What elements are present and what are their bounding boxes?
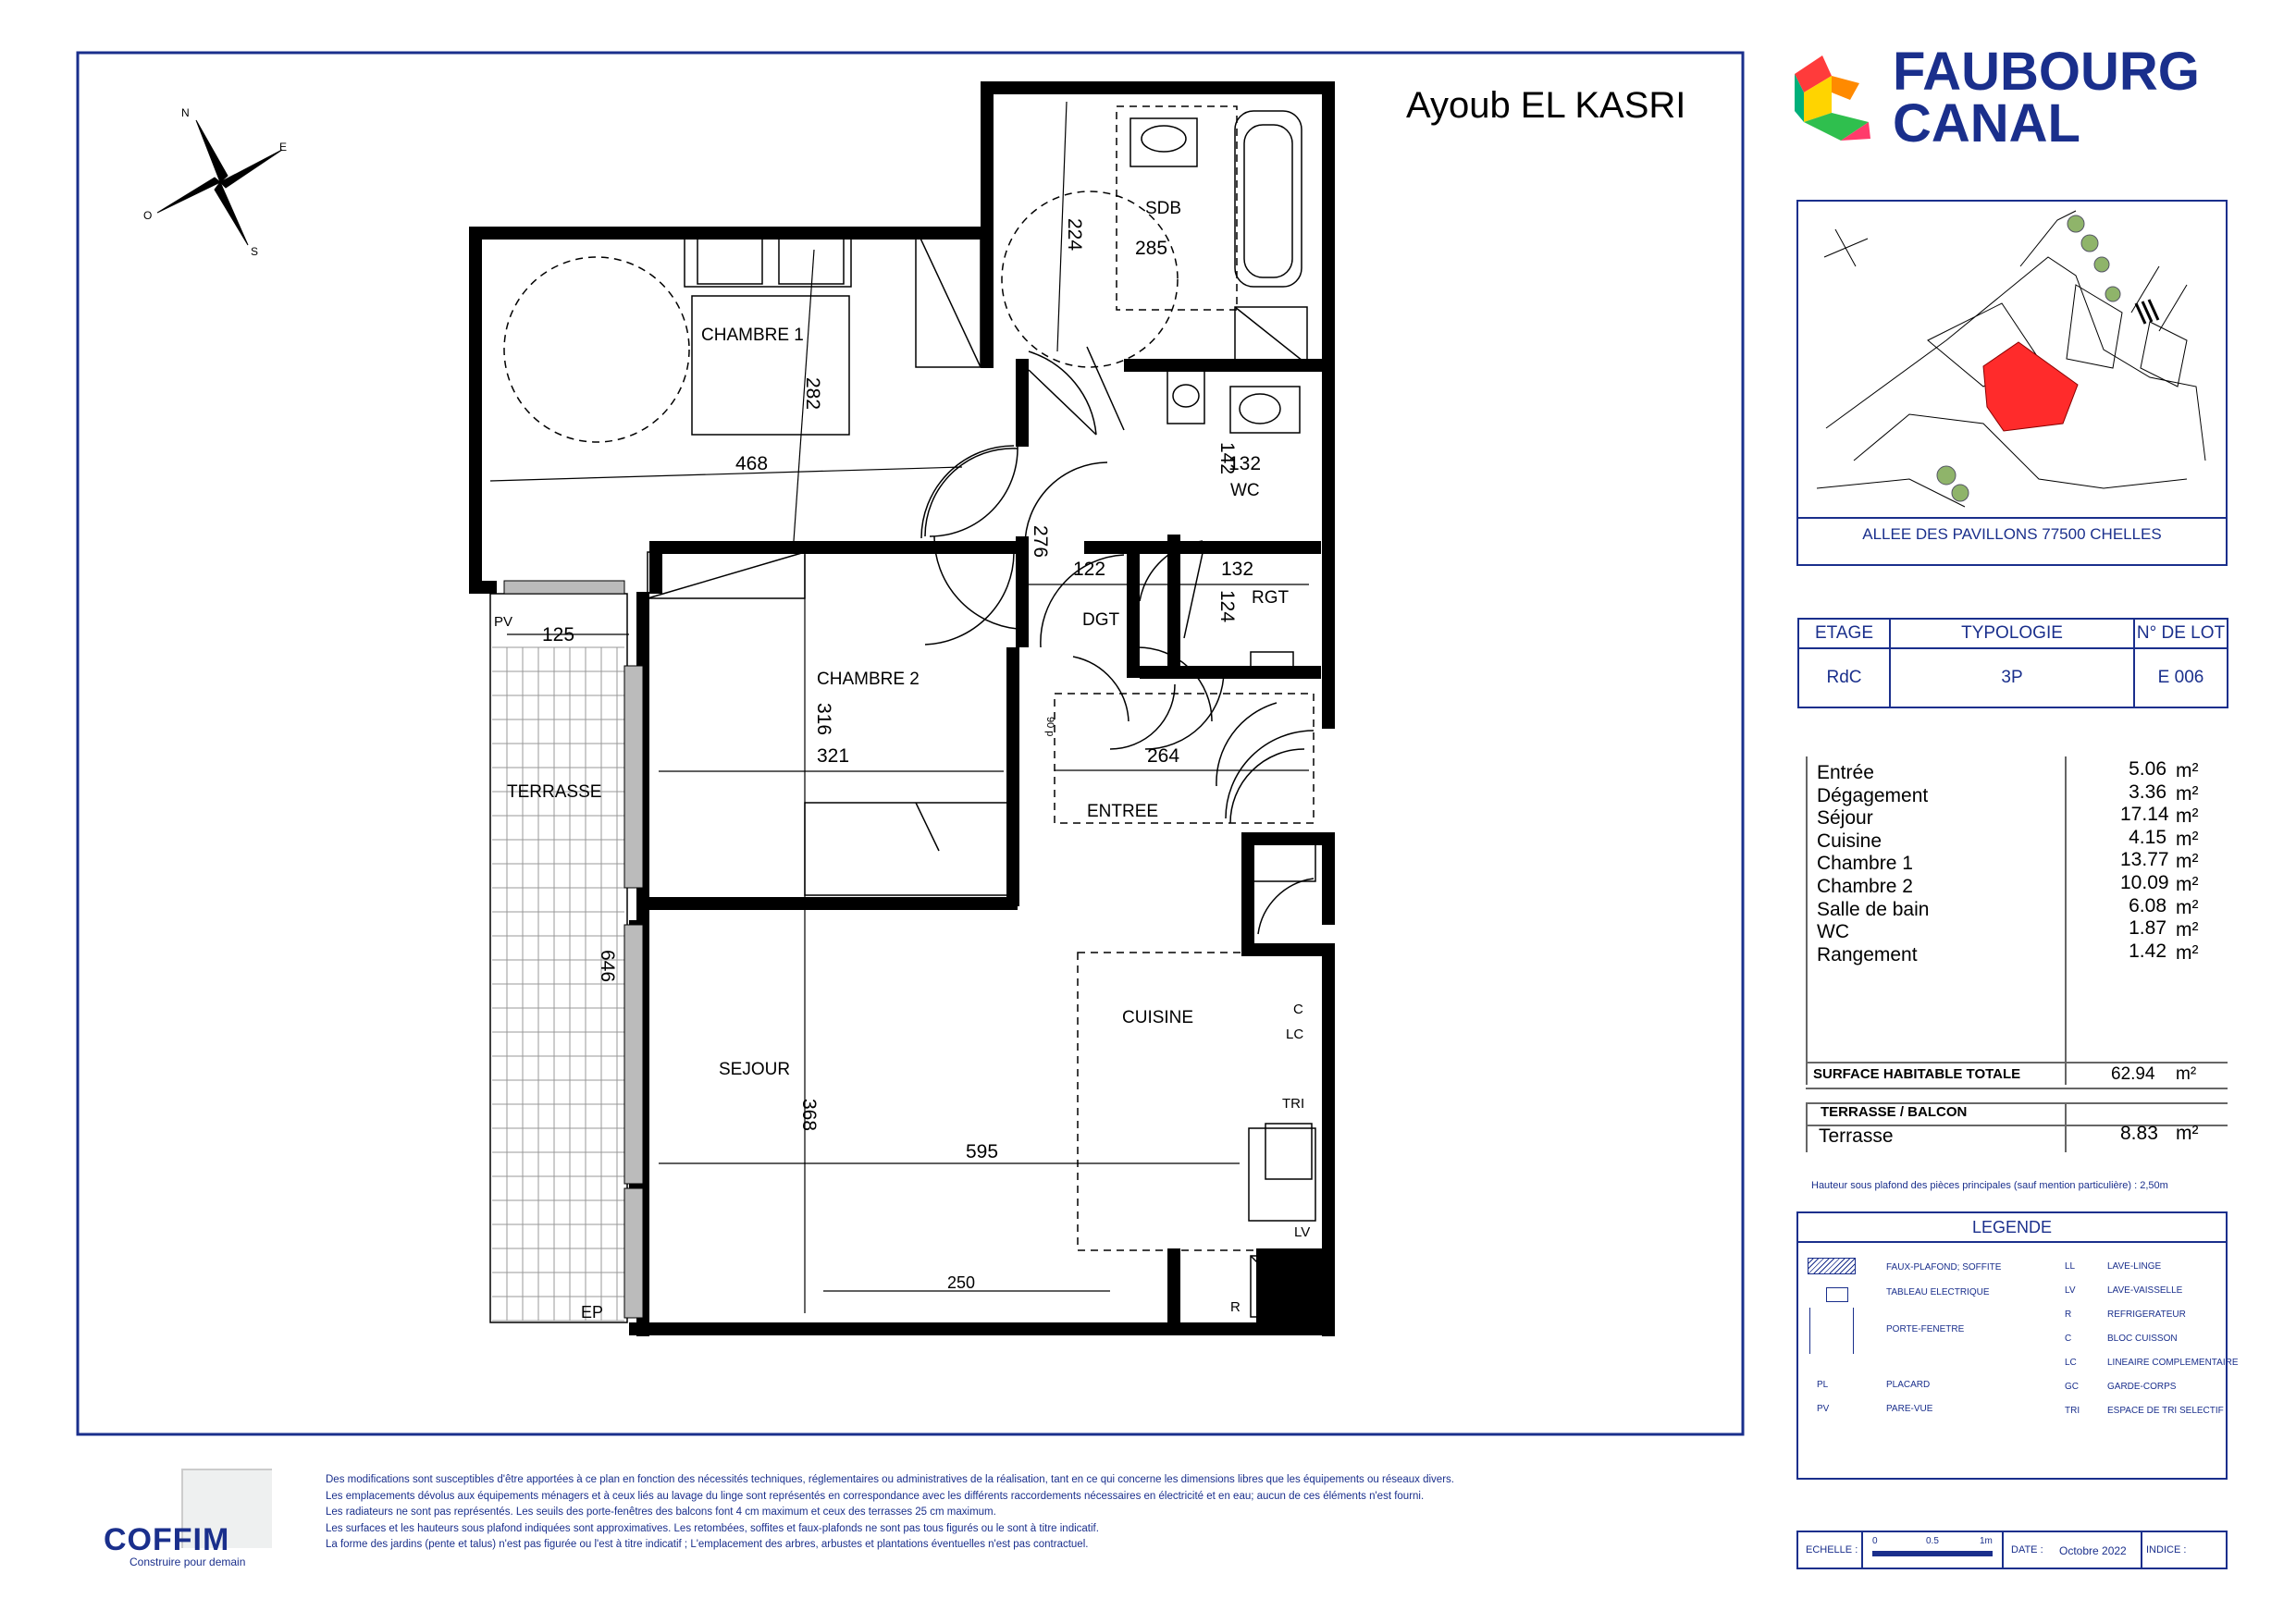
legend-box: [1796, 1211, 2239, 1480]
legend-left-2: PORTE-FENETRE: [1886, 1324, 1965, 1334]
room-label-terrasse: TERRASSE: [507, 782, 602, 802]
room-label-sdb: SDB: [1145, 199, 1182, 218]
disclaimer-line-2: Les radiateurs ne sont pas représentés. Les seuils des porte-fenêtres des balcons font 4 cm maximum et ceux des terrasses 25 cm maximum.: [326, 1506, 996, 1518]
area-row: [1806, 870, 2228, 897]
coffim-name: COFFIM: [104, 1522, 230, 1557]
area-value: 10.09: [2120, 872, 2169, 893]
legend-code: TRI: [2065, 1406, 2080, 1416]
area-unit: m²: [2176, 941, 2199, 964]
terrace-name: Terrasse: [1819, 1125, 1894, 1147]
dim-132a: 132: [1221, 559, 1254, 580]
lot-header-typologie: TYPOLOGIE: [1890, 619, 2134, 648]
room-label-dgt: DGT: [1082, 610, 1120, 630]
scale-tick-0: 0: [1872, 1536, 1878, 1546]
dim-282: 282: [802, 377, 823, 411]
room-label-sejour: SEJOUR: [719, 1060, 791, 1079]
compass-e: E: [279, 141, 288, 154]
lot-table: [1797, 618, 2228, 708]
area-name: Rangement: [1817, 943, 1918, 965]
faubourg-logo-icon: [1795, 55, 1870, 144]
coffim-tagline: Construire pour demain: [130, 1555, 246, 1568]
dim-316: 316: [813, 703, 834, 736]
plan-frame: [78, 53, 1743, 1434]
dim-595: 595: [966, 1141, 999, 1162]
dim-285: 285: [1135, 238, 1168, 259]
area-row: [1806, 825, 2228, 852]
site-plan-icon: [1798, 202, 2226, 523]
area-unit: m²: [2176, 828, 2199, 850]
code-lv: LV: [1294, 1224, 1311, 1240]
location-map: [1796, 200, 2228, 566]
terrace-value: 8.83: [2120, 1123, 2158, 1144]
dim-276: 276: [1030, 525, 1051, 559]
code-c: C: [1293, 1002, 1303, 1017]
area-name: WC: [1817, 921, 1849, 943]
areas-table: [1806, 756, 2228, 1085]
total-unit: m²: [2176, 1064, 2197, 1084]
disclaimer: [326, 1472, 1454, 1554]
area-value: 1.42: [2129, 940, 2166, 962]
code-ep: EP: [581, 1303, 604, 1322]
area-name: Entrée: [1817, 762, 1874, 783]
lot-value-etage: RdC: [1798, 648, 1890, 707]
dim-368: 368: [798, 1099, 820, 1132]
area-unit: m²: [2176, 851, 2199, 873]
scale-tick-2: 1m: [1980, 1536, 1993, 1546]
hatch-icon: [1808, 1258, 1856, 1274]
door-swings: [921, 351, 1314, 934]
area-value: 17.14: [2120, 804, 2169, 826]
scale-tick-1: 0.5: [1926, 1536, 1939, 1546]
dim-122: 122: [1073, 559, 1106, 580]
disclaimer-line-0: Des modifications sont susceptibles d'être apportées à ce plan en fonction des nécessités techniques, réglementaires ou administratives de la réalisation, tant en ce qui concerne les dimensions libres que les équipements ou réseaux divers.: [326, 1474, 1454, 1485]
legend-code: LV: [2065, 1285, 2076, 1296]
footer-box: [1796, 1531, 2228, 1569]
legend-code: R: [2065, 1309, 2072, 1320]
code-tri: TRI: [1282, 1096, 1305, 1112]
dim-132b: 132: [1228, 453, 1262, 474]
area-unit: m²: [2176, 782, 2199, 805]
brand-name: [1893, 42, 2200, 154]
owner-name: Ayoub EL KASRI: [1406, 85, 1686, 126]
area-value: 5.06: [2129, 758, 2166, 780]
area-row: [1806, 939, 2228, 965]
compass-n: N: [181, 106, 190, 119]
disclaimer-line-3: Les surfaces et les hauteurs sous plafond indiquées sont approximatives. Les retombées, soffites et faux-plafonds ne sont pas tous figurés ou le sont à titre indicatif.: [326, 1522, 1099, 1534]
dim-468: 468: [735, 453, 769, 474]
disclaimer-line-1: Les emplacements dévolus aux équipements ménagers et à ceux liés au lavage du linge sont représentés en correspondance avec les différents raccordements nécessaires en électricité et en eau; aucun de ces éléments n'est fourni.: [326, 1490, 1425, 1502]
total-row: [1806, 1062, 2228, 1089]
legend-code-pl: PL: [1817, 1380, 1829, 1390]
legend-code: GC: [2065, 1382, 2079, 1392]
legend-label: BLOC CUISSON: [2107, 1334, 2178, 1344]
lot-header-numero: N° DE LOT: [2134, 619, 2228, 648]
legend-code: LL: [2065, 1261, 2076, 1272]
dim-90p: 90 p: [1044, 717, 1055, 737]
scale-label: ECHELLE :: [1806, 1544, 1858, 1555]
walls: [469, 81, 1335, 1336]
area-row: [1806, 756, 2228, 783]
area-value: 1.87: [2129, 917, 2166, 940]
area-row: [1806, 916, 2228, 943]
area-name: Séjour: [1817, 807, 1873, 830]
area-unit: m²: [2176, 760, 2199, 781]
code-r: R: [1230, 1299, 1241, 1315]
area-name: Cuisine: [1817, 830, 1882, 852]
area-row: [1806, 893, 2228, 920]
address: ALLEE DES PAVILLONS 77500 CHELLES: [1862, 525, 2162, 543]
dim-224: 224: [1064, 218, 1085, 252]
legend-label: LAVE-VAISSELLE: [2107, 1285, 2183, 1296]
scale-bar: [1872, 1551, 1993, 1556]
dim-250: 250: [947, 1273, 976, 1292]
legend-left-0: FAUX-PLAFOND; SOFFITE: [1886, 1262, 2002, 1273]
room-label-cuisine: CUISINE: [1122, 1008, 1194, 1027]
area-value: 6.08: [2129, 894, 2166, 916]
lot-header-etage: ETAGE: [1798, 619, 1890, 648]
date-value: Octobre 2022: [2059, 1544, 2127, 1557]
room-label-chambre2: CHAMBRE 2: [817, 670, 920, 689]
area-unit: m²: [2176, 805, 2199, 828]
lot-highlight: [1983, 342, 2078, 431]
ceiling-note: Hauteur sous plafond des pièces principales (sauf mention particulière) : 2,50m: [1811, 1180, 2168, 1191]
brand-line2: CANAL: [1893, 93, 2080, 154]
legend-label: LAVE-LINGE: [2107, 1261, 2162, 1272]
legend-left-1: TABLEAU ELECTRIQUE: [1886, 1287, 1990, 1297]
lot-value-typologie: 3P: [1890, 648, 2134, 707]
area-unit: m²: [2176, 874, 2199, 895]
legend-label: REFRIGERATEUR: [2107, 1309, 2186, 1320]
compass-o: O: [143, 209, 153, 222]
compass-rose-icon: [143, 106, 287, 258]
room-label-entree: ENTREE: [1087, 802, 1159, 821]
legend-label-pv: PARE-VUE: [1886, 1404, 1933, 1414]
terrace-header: TERRASSE / BALCON: [1821, 1104, 1968, 1120]
area-unit: m²: [2176, 896, 2199, 918]
brand-line1: FAUBOURG: [1893, 42, 2200, 102]
room-label-chambre1: CHAMBRE 1: [701, 326, 804, 345]
lot-value-numero: E 006: [2134, 648, 2228, 707]
area-row: [1806, 847, 2228, 875]
code-lc: LC: [1286, 1027, 1304, 1042]
legend-code: C: [2065, 1334, 2072, 1344]
french-window-icon: [1809, 1308, 1854, 1354]
code-pv: PV: [494, 614, 513, 630]
total-label: SURFACE HABITABLE TOTALE: [1813, 1066, 2021, 1082]
legend-code-pv: PV: [1817, 1404, 1830, 1414]
date-label: DATE :: [2011, 1544, 2043, 1555]
terrace-area: [490, 581, 643, 1322]
dim-321: 321: [817, 745, 850, 767]
area-row: [1806, 780, 2228, 806]
area-name: Chambre 1: [1817, 853, 1913, 875]
legend-label-pl: PLACARD: [1886, 1380, 1931, 1390]
legend-label: GARDE-CORPS: [2107, 1382, 2177, 1392]
disclaimer-line-4: La forme des jardins (pente et talus) n'est pas figurée ou l'est à titre indicatif ; L'emplacement des arbres, arbustes et plantations éventuelles n'est pas contractuel.: [326, 1539, 1089, 1550]
legend-title: LEGENDE: [1798, 1213, 2226, 1243]
area-row: [1806, 802, 2228, 830]
legend-label: ESPACE DE TRI SELECTIF: [2107, 1406, 2224, 1416]
terrace-row: [1806, 1102, 2228, 1152]
dim-124: 124: [1216, 590, 1238, 623]
total-value: 62.94: [2111, 1064, 2155, 1084]
dim-125: 125: [542, 624, 575, 646]
electric-panel-icon: [1826, 1287, 1848, 1302]
dim-646: 646: [597, 950, 618, 983]
terrace-unit: m²: [2176, 1123, 2199, 1144]
dim-264: 264: [1147, 745, 1180, 767]
area-name: Dégagement: [1817, 784, 1929, 806]
area-name: Chambre 2: [1817, 876, 1913, 897]
compass-s: S: [251, 245, 259, 258]
legend-label: LINEAIRE COMPLEMENTAIRE: [2107, 1358, 2239, 1368]
area-name: Salle de bain: [1817, 898, 1930, 920]
area-value: 4.15: [2129, 826, 2166, 848]
dim-142: 142: [1216, 442, 1238, 475]
dimension-lines: [490, 102, 1309, 1313]
legend-code: LC: [2065, 1358, 2077, 1368]
area-value: 13.77: [2120, 849, 2169, 871]
area-unit: m²: [2176, 919, 2199, 941]
index-label: INDICE :: [2146, 1544, 2187, 1555]
area-value: 3.36: [2129, 781, 2166, 803]
room-label-wc: WC: [1230, 481, 1260, 500]
room-label-rgt: RGT: [1252, 588, 1290, 608]
